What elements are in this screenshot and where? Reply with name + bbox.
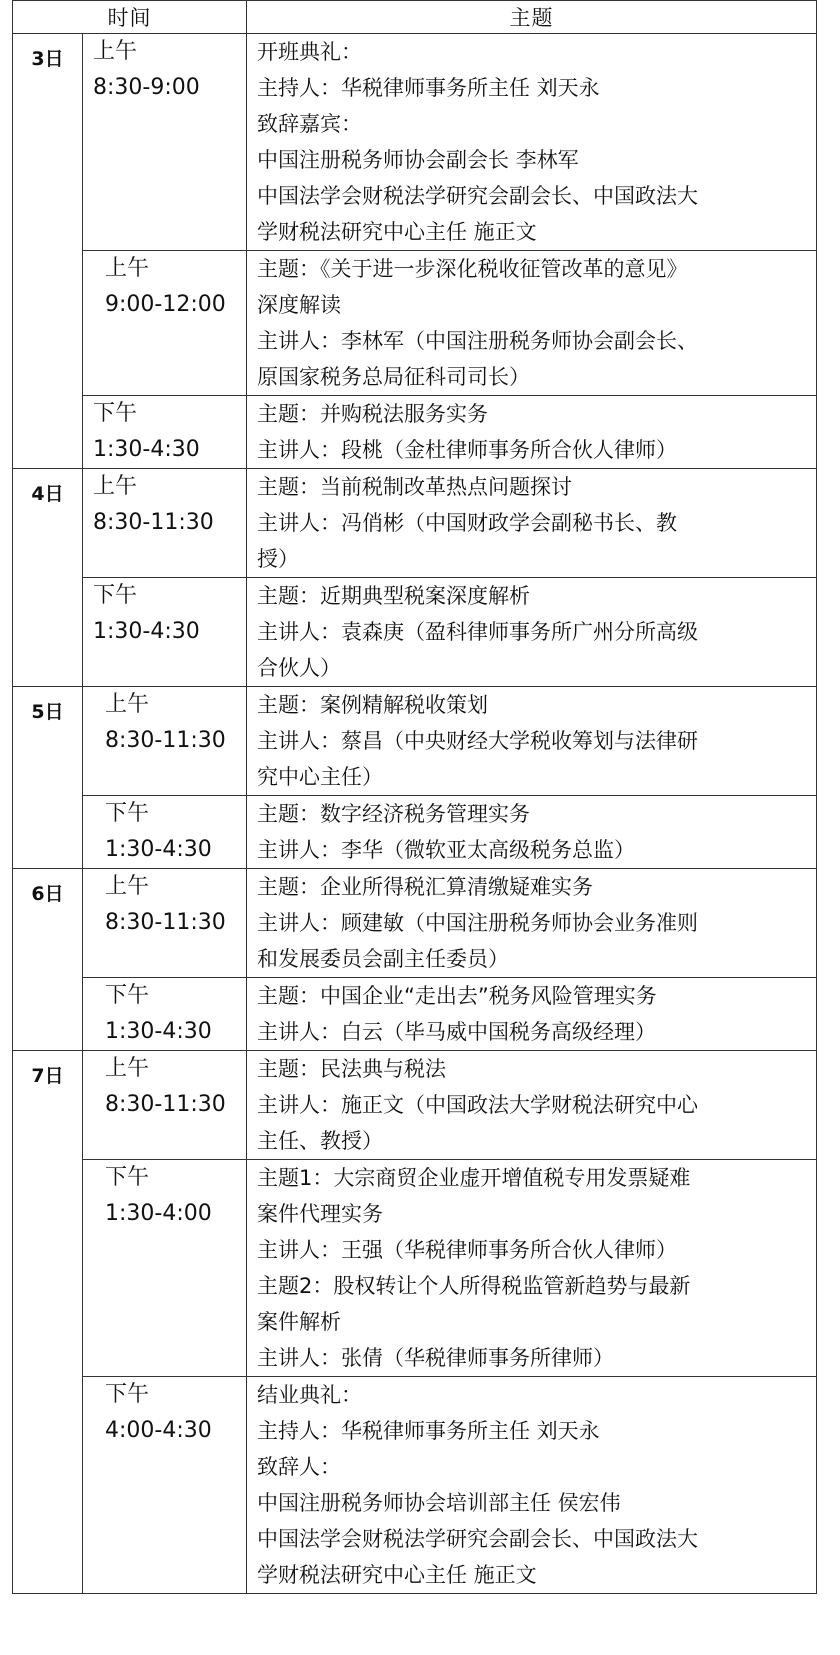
session-topic [247, 34, 817, 251]
topic-line: 致辞人： [257, 1455, 341, 1479]
session-topic [247, 578, 817, 687]
session-time [83, 1051, 247, 1160]
topic-line: 主讲人：施正文（中国政法大学财税法研究中心 [257, 1093, 698, 1117]
topic-line: 案件解析 [257, 1310, 341, 1334]
session-row [13, 34, 817, 251]
session-row [13, 469, 817, 578]
ampm-label: 下午 [93, 401, 138, 426]
topic-line: 主讲人：顾建敏（中国注册税务师协会业务准则 [257, 911, 698, 935]
ampm-label: 上午 [105, 256, 150, 281]
session-row [13, 578, 817, 687]
session-time [83, 978, 247, 1051]
time-range: 1:30-4:30 [105, 837, 212, 862]
day-label: 3日 [13, 34, 83, 469]
time-range: 8:30-9:00 [93, 75, 200, 100]
ampm-label: 下午 [105, 801, 150, 826]
session-row [13, 796, 817, 869]
session-time [83, 251, 247, 396]
topic-line: 主题：中国企业“走出去”税务风险管理实务 [257, 984, 657, 1008]
topic-line: 和发展委员会副主任委员） [257, 947, 509, 971]
topic-line: 授） [257, 547, 299, 571]
session-time [83, 1377, 247, 1594]
session-time [83, 687, 247, 796]
session-time [83, 796, 247, 869]
topic-line: 主题1：大宗商贸企业虚开增值税专用发票疑难 [257, 1166, 691, 1190]
time-range: 8:30-11:30 [105, 910, 226, 935]
topic-line: 中国注册税务师协会培训部主任 侯宏伟 [257, 1491, 621, 1515]
topic-line: 主讲人：张倩（华税律师事务所律师） [257, 1346, 614, 1370]
session-time [83, 869, 247, 978]
session-topic [247, 978, 817, 1051]
time-range: 9:00-12:00 [105, 292, 226, 317]
session-row [13, 978, 817, 1051]
topic-line: 主题：数字经济税务管理实务 [257, 802, 530, 826]
topic-line: 主任、教授） [257, 1129, 383, 1153]
session-time [83, 1160, 247, 1377]
session-row [13, 869, 817, 978]
session-topic [247, 251, 817, 396]
topic-line: 学财税法研究中心主任 施正文 [257, 220, 537, 244]
day-label: 4日 [13, 469, 83, 687]
schedule-table [12, 0, 817, 1594]
topic-line: 中国法学会财税法学研究会副会长、中国政法大 [257, 184, 698, 208]
session-row [13, 396, 817, 469]
ampm-label: 下午 [105, 1382, 150, 1407]
session-topic [247, 1160, 817, 1377]
session-topic [247, 1377, 817, 1594]
time-range: 8:30-11:30 [105, 728, 226, 753]
topic-line: 主讲人：冯俏彬（中国财政学会副秘书长、教 [257, 511, 677, 535]
session-time [83, 396, 247, 469]
topic-line: 主题：《关于进一步深化税收征管改革的意见》 [257, 257, 688, 281]
topic-line: 主讲人：李林军（中国注册税务师协会副会长、 [257, 329, 698, 353]
session-row [13, 1051, 817, 1160]
topic-line: 主讲人：王强（华税律师事务所合伙人律师） [257, 1238, 677, 1262]
topic-line: 主持人：华税律师事务所主任 刘天永 [257, 76, 600, 100]
topic-line: 究中心主任） [257, 765, 383, 789]
ampm-label: 上午 [93, 39, 138, 64]
header-row [13, 1, 817, 34]
session-time [83, 34, 247, 251]
day-label: 7日 [13, 1051, 83, 1594]
topic-line: 中国注册税务师协会副会长 李林军 [257, 148, 579, 172]
topic-line: 主题2：股权转让个人所得税监管新趋势与最新 [257, 1274, 691, 1298]
day-label: 6日 [13, 869, 83, 1051]
topic-line: 主题：并购税法服务实务 [257, 402, 488, 426]
ampm-label: 上午 [105, 874, 150, 899]
topic-line: 结业典礼： [257, 1383, 362, 1407]
ampm-label: 上午 [105, 1056, 150, 1081]
time-range: 1:30-4:30 [93, 619, 200, 644]
topic-line: 原国家税务总局征科司司长） [257, 365, 530, 389]
time-range: 1:30-4:00 [105, 1201, 212, 1226]
topic-line: 主讲人：白云（毕马威中国税务高级经理） [257, 1020, 656, 1044]
session-topic [247, 687, 817, 796]
session-topic [247, 396, 817, 469]
topic-line: 合伙人） [257, 656, 341, 680]
ampm-label: 下午 [93, 583, 138, 608]
session-row [13, 687, 817, 796]
session-row [13, 251, 817, 396]
ampm-label: 下午 [105, 983, 150, 1008]
header-topic: 主题 [247, 1, 817, 34]
time-range: 8:30-11:30 [93, 510, 214, 535]
session-topic [247, 1051, 817, 1160]
session-time [83, 578, 247, 687]
topic-line: 中国法学会财税法学研究会副会长、中国政法大 [257, 1527, 698, 1551]
time-range: 4:00-4:30 [105, 1418, 212, 1443]
schedule-body [13, 34, 817, 1594]
header-time: 时间 [13, 1, 247, 34]
topic-line: 主讲人：袁森庚（盈科律师事务所广州分所高级 [257, 620, 698, 644]
time-range: 1:30-4:30 [105, 1019, 212, 1044]
topic-line: 深度解读 [257, 293, 341, 317]
ampm-label: 下午 [105, 1165, 150, 1190]
topic-line: 案件代理实务 [257, 1202, 383, 1226]
session-topic [247, 469, 817, 578]
time-range: 8:30-11:30 [105, 1092, 226, 1117]
topic-line: 主题：当前税制改革热点问题探讨 [257, 475, 572, 499]
topic-line: 致辞嘉宾： [257, 112, 362, 136]
session-row [13, 1160, 817, 1377]
topic-line: 主题：民法典与税法 [257, 1057, 446, 1081]
topic-line: 主讲人：段桃（金杜律师事务所合伙人律师） [257, 438, 677, 462]
topic-line: 主题：企业所得税汇算清缴疑难实务 [257, 875, 593, 899]
topic-line: 主讲人：李华（微软亚太高级税务总监） [257, 838, 635, 862]
topic-line: 学财税法研究中心主任 施正文 [257, 1563, 537, 1587]
ampm-label: 上午 [105, 692, 150, 717]
session-topic [247, 796, 817, 869]
topic-line: 主持人：华税律师事务所主任 刘天永 [257, 1419, 600, 1443]
ampm-label: 上午 [93, 474, 138, 499]
topic-line: 主讲人：蔡昌（中央财经大学税收筹划与法律研 [257, 729, 698, 753]
session-time [83, 469, 247, 578]
topic-line: 主题：案例精解税收策划 [257, 693, 488, 717]
session-topic [247, 869, 817, 978]
topic-line: 主题：近期典型税案深度解析 [257, 584, 530, 608]
topic-line: 开班典礼： [257, 40, 362, 64]
session-row [13, 1377, 817, 1594]
time-range: 1:30-4:30 [93, 437, 200, 462]
day-label: 5日 [13, 687, 83, 869]
